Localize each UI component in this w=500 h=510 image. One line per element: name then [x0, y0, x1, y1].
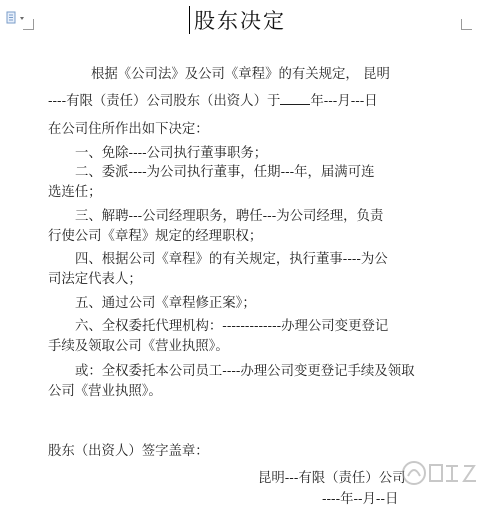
- item-3-cont: 行使公司《章程》规定的经理职权；: [48, 229, 263, 244]
- item-6-cont: 手续及领取公司《营业执照》。: [48, 339, 229, 354]
- signature-label: 股东（出资人）签字盖章：: [48, 444, 209, 459]
- item-6: 六、全权委托代理机构：-------------办理公司变更登记: [75, 319, 389, 334]
- item-alt-cont: 公司《营业执照》。: [48, 384, 162, 399]
- body-line-2-date: 年---月---日: [310, 94, 378, 109]
- item-alt: 或：全权委托本公司员工----办理公司变更登记手续及领取: [75, 364, 415, 379]
- item-5: 五、通过公司《章程修正案》；: [75, 296, 256, 311]
- watermark-logo: [400, 456, 486, 490]
- company-name-line: 昆明---有限（责任）公司: [258, 471, 406, 486]
- item-4: 四、根据公司《章程》的有关规定，执行董事----为公: [75, 252, 388, 267]
- title-block: [0, 2, 500, 36]
- body-line-3: 在公司住所作出如下决定：: [48, 122, 209, 137]
- item-2: 二、委派----为公司执行董事，任期---年，届满可连: [75, 165, 375, 180]
- body-line-1: 根据《公司法》及公司《章程》的有关规定， 昆明: [91, 67, 390, 82]
- document-title: 股东决定: [194, 9, 286, 33]
- item-3: 三、解聘---公司经理职务，聘任---为公司经理，负责: [75, 209, 384, 224]
- item-4-cont: 司法定代表人；: [48, 272, 142, 287]
- date-blank: [280, 92, 310, 105]
- signature-date-line: ----年--月--日: [322, 492, 399, 507]
- text-cursor: [189, 6, 190, 34]
- body-line-2-text: ----有限（责任）公司股东（出资人）于: [48, 94, 281, 109]
- body-line-2: [48, 92, 378, 112]
- item-2-cont: 选连任；: [48, 185, 102, 200]
- item-1: 一、免除----公司执行董事职务；: [75, 146, 268, 161]
